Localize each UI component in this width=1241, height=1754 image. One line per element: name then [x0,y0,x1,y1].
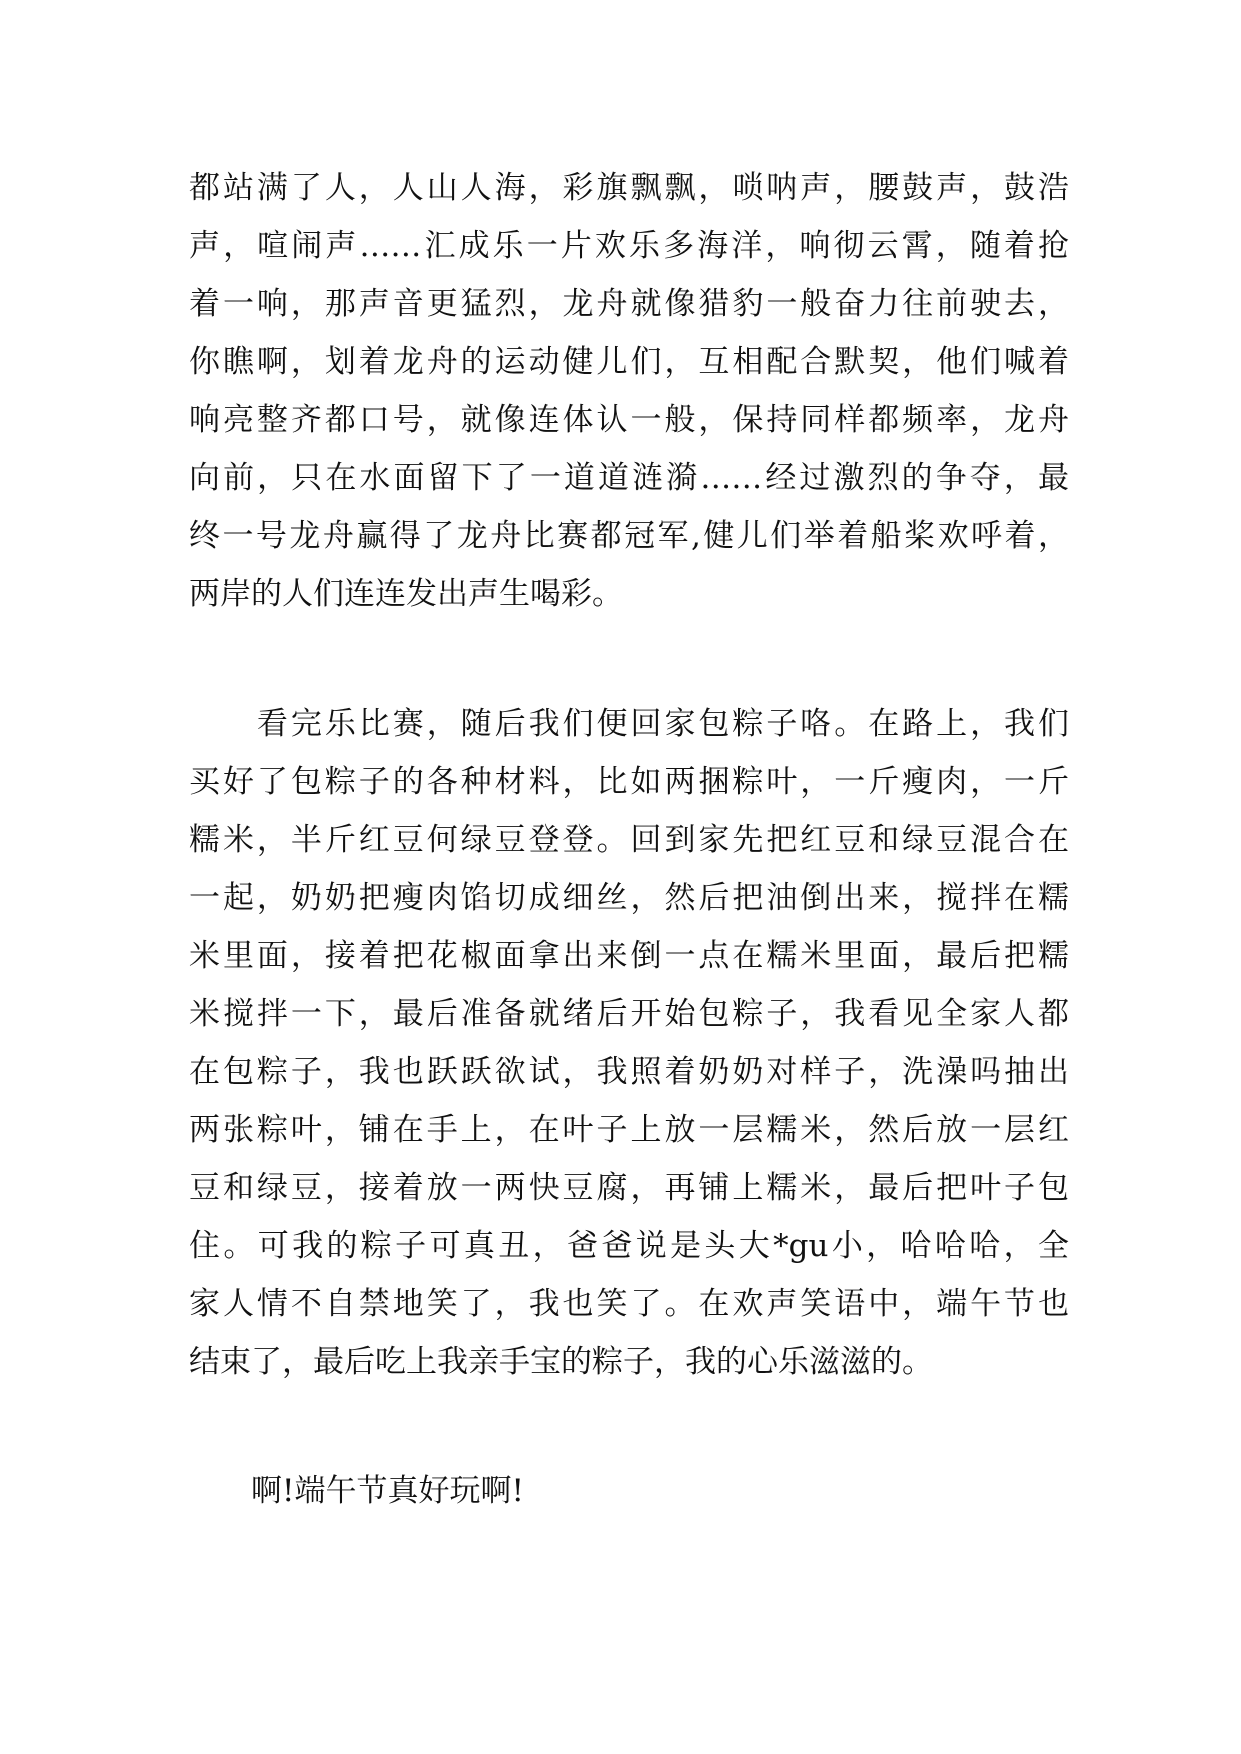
text-line: 着一响，那声音更猛烈，龙舟就像猎豹一般奋力往前驶去， [189,286,1069,322]
paragraph-making-zongzi [189,695,1069,1391]
paragraph-closing [189,1462,1069,1520]
text-line: 米搅拌一下，最后准备就绪后开始包粽子，我看见全家人都 [189,996,1069,1032]
text-line: 啊!端午节真好玩啊! [189,1473,524,1509]
text-line: 都站满了人，人山人海，彩旗飘飘，唢呐声，腰鼓声，鼓浩 [189,170,1069,206]
text-line: 响亮整齐都口号，就像连体认一般，保持同样都频率，龙舟 [189,402,1069,438]
text-line: 结束了，最后吃上我亲手宝的粽子，我的心乐滋滋的。 [189,1344,933,1380]
text-line: 米里面，接着把花椒面拿出来倒一点在糯米里面，最后把糯 [189,938,1069,974]
text-line: 在包粽子，我也跃跃欲试，我照着奶奶对样子，洗澡吗抽出 [189,1054,1069,1090]
text-line: 声，喧闹声……汇成乐一片欢乐多海洋，响彻云霄，随着抢 [189,228,1069,264]
text-line: 你瞧啊，划着龙舟的运动健儿们，互相配合默契，他们喊着 [189,344,1069,380]
text-line: 住。可我的粽子可真丑，爸爸说是头大*gu小，哈哈哈，全 [189,1228,1069,1264]
text-line: 一起，奶奶把瘦肉馅切成细丝，然后把油倒出来，搅拌在糯 [189,880,1069,916]
text-line: 豆和绿豆，接着放一两快豆腐，再铺上糯米，最后把叶子包 [189,1170,1069,1206]
paragraph-dragon-boat-race [189,159,1069,623]
text-line: 家人情不自禁地笑了，我也笑了。在欢声笑语中，端午节也 [189,1286,1069,1322]
text-line: 终一号龙舟赢得了龙舟比赛都冠军,健儿们举着船桨欢呼着， [189,518,1069,554]
text-line: 看完乐比赛，随后我们便回家包粽子咯。在路上，我们 [189,706,1069,742]
text-line: 两张粽叶，铺在手上，在叶子上放一层糯米，然后放一层红 [189,1112,1069,1148]
text-line: 糯米，半斤红豆何绿豆登登。回到家先把红豆和绿豆混合在 [189,822,1069,858]
text-line: 买好了包粽子的各种材料，比如两捆粽叶，一斤瘦肉，一斤 [189,764,1069,800]
text-line: 两岸的人们连连发出声生喝彩。 [189,576,623,612]
text-line: 向前，只在水面留下了一道道涟漪……经过激烈的争夺，最 [189,460,1069,496]
